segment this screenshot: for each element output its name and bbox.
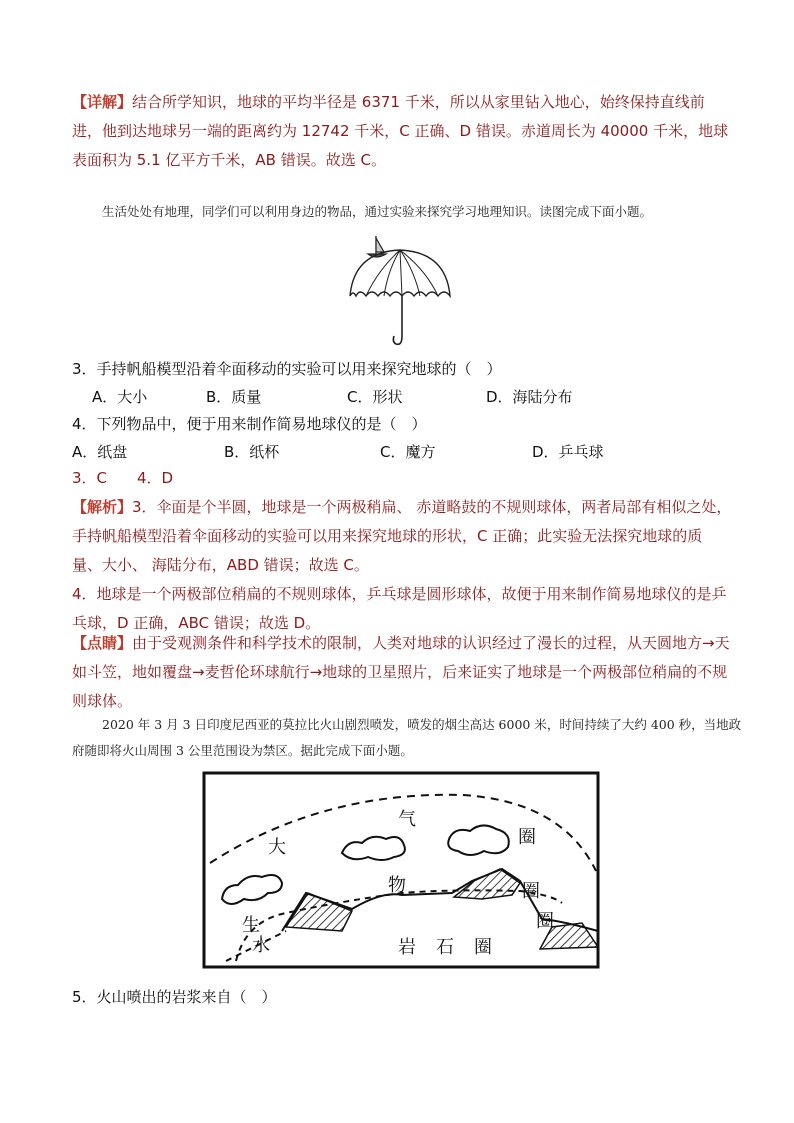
q4-option-c[interactable]: C．魔方	[380, 443, 436, 461]
label-quan-2: 圈	[522, 881, 540, 902]
umbrella-figure	[340, 230, 460, 350]
label-shui: 水	[252, 935, 270, 956]
label-quan-4: 圈	[474, 937, 492, 958]
analysis-q4: 4．地球是一个两极部位稍扁的不规则球体，乒乓球是圆形球体，故便于用来制作简易地球仪的是乒乓球，D 正确，ABC 错误；故选 D。	[72, 585, 727, 632]
q3-option-b[interactable]: B．质量	[206, 388, 262, 406]
analysis-text-3: 3．伞面是个半圆，地球是一个两极稍扁、 赤道略鼓的不规则球体，两者局部有相似之处，手持帆船模型沿着伞面移动的实验可以用来探究地球的形状，C 正确；此实验无法探究地球的质量、大小、 海陆分布，ABD 错误；故选 C。	[72, 498, 732, 574]
analysis-tag: 【解析】	[72, 498, 133, 516]
q4-option-b[interactable]: B．纸杯	[224, 443, 280, 461]
label-da: 大	[268, 837, 286, 858]
earth-spheres-diagram	[202, 771, 600, 969]
explanation-text: 结合所学知识，地球的平均半径是 6371 千米，所以从家里钻入地心，始终保持直线前进，他到达地球另一端的距离约为 12742 千米，C 正确、D 错误。赤道周长为 40000 千米，地球表面积为 5.1 亿平方千米，AB 错误。故选 C。	[72, 93, 729, 169]
answers-line: 3．C 4．D	[72, 469, 174, 487]
analysis-q3	[72, 493, 732, 580]
label-yan: 岩	[398, 937, 416, 958]
key-point-paragraph	[72, 629, 732, 716]
question-5: 5．火山喷出的岩浆来自（ ）	[72, 988, 277, 1006]
q3-option-a[interactable]: A．大小	[92, 388, 148, 406]
explanation-paragraph	[72, 88, 732, 175]
q4-option-a[interactable]: A．纸盘	[72, 443, 128, 461]
question-3: 3．手持帆船模型沿着伞面移动的实验可以用来探究地球的（ ）	[72, 360, 502, 378]
key-point-tag: 【点睛】	[72, 634, 133, 652]
sailboat-icon	[368, 236, 386, 257]
q4-option-d[interactable]: D．乒乓球	[532, 443, 604, 461]
label-qi: 气	[398, 809, 416, 830]
label-shi: 石	[436, 937, 454, 958]
intro-umbrella: 生活处处有地理，同学们可以利用身边的物品，通过实验来探究学习地理知识。读图完成下面小题。	[102, 204, 653, 219]
explanation-tag: 【详解】	[72, 93, 133, 111]
intro-volcano: 2020 年 3 月 3 日印度尼西亚的莫拉比火山剧烈喷发，喷发的烟尘高达 6000 米，时间持续了大约 400 秒，当地政府随即将火山周围 3 公里范围设为禁区。据此完成下面小题。	[72, 717, 742, 758]
q3-option-d[interactable]: D．海陆分布	[486, 388, 573, 406]
key-point-text: 由于受观测条件和科学技术的限制，人类对地球的认识经过了漫长的过程，从天圆地方→天如斗笠，地如覆盘→麦哲伦环球航行→地球的卫星照片，后来证实了地球是一个两极部位稍扁的不规则球体。	[72, 634, 730, 710]
label-quan-3: 圈	[536, 911, 554, 932]
label-wu: 物	[388, 875, 406, 896]
label-sheng: 生	[242, 915, 260, 936]
q3-option-c[interactable]: C．形状	[347, 388, 403, 406]
label-quan-1: 圈	[518, 827, 536, 848]
question-4: 4．下列物品中，便于用来制作简易地球仪的是（ ）	[72, 415, 427, 433]
